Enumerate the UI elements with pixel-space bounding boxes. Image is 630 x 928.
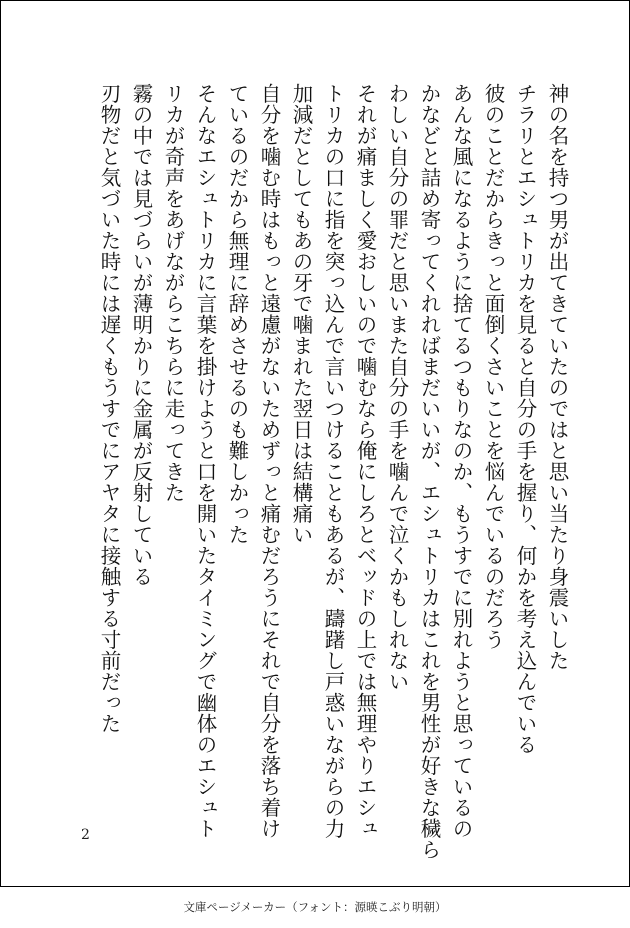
text-line: 神の名を持つ男が出てきていたのではと思い当たり身震いした: [545, 83, 569, 671]
text-line: それが痛ましく愛おしいので噛むなら俺にしろとベッドの上では無理やりエシュ: [353, 83, 377, 839]
text-line: 刃物だと気づいた時には遅くもうすでにアヤタに接触する寸前だった: [97, 83, 121, 734]
footer-credit: 文庫ページメーカー（フォント：源暎こぶり明朝）: [183, 900, 447, 914]
text-line: ているのだから無理に辞めさせるのも難しかった: [225, 83, 249, 545]
text-line: 霧の中では見づらいが薄明かりに金属が反射している: [129, 83, 153, 587]
text-line: 加減だとしてもあの牙で噛まれた翌日は結構痛い: [289, 83, 313, 545]
page-number: 2: [81, 827, 90, 843]
text-line: かなどと詰め寄ってくれればまだいいが、エシュトリカはこれを男性が好きな穢ら: [417, 83, 441, 860]
text-line: チラリとエシュトリカを見ると自分の手を握り、何かを考え込んでいる: [513, 83, 537, 755]
text-line: そんなエシュトリカに言葉を掛けようと口を開いたタイミングで幽体のエシュト: [193, 83, 217, 839]
text-line: 自分を噛む時はもっと遠慮がないためずっと痛むだろうにそれで自分を落ち着け: [257, 83, 281, 839]
vertical-text-block: [73, 83, 573, 860]
text-line: わしい自分の罪だと思いまた自分の手を噛んで泣くかもしれない: [385, 83, 409, 692]
text-line: リカが奇声をあげながらこちらに走ってきた: [161, 83, 185, 503]
text-line: 彼のことだからきっと面倒くさいことを悩んでいるのだろう: [481, 83, 505, 650]
text-line: あんな風になるように捨てるつもりなのか、もうすでに別れようと思っているの: [449, 83, 473, 839]
text-line: トリカの口に指を突っ込んで言いつけることもあるが、躊躇し戸惑いながらの力: [321, 83, 345, 839]
